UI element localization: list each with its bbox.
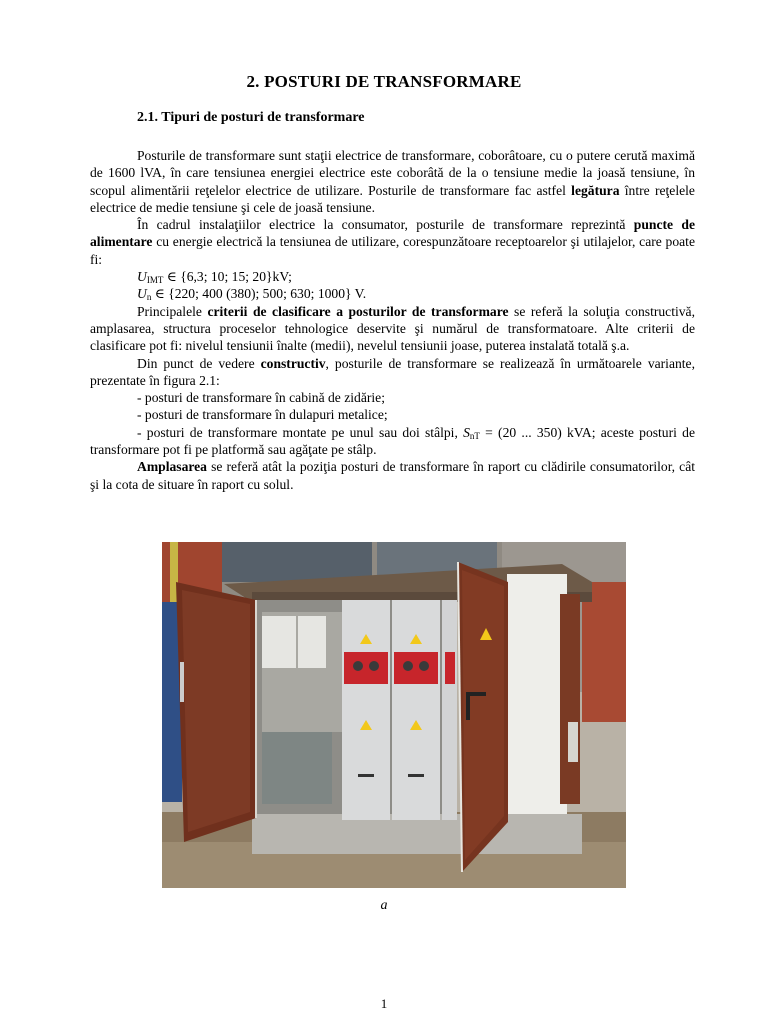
paragraph: Posturile de transformare sunt staţii electrice de transformare, coborâtoare, cu o putere cerută maximă de 1600 lVA, în care tensiunea energiei electrice este coborâtă de la o tensiune medie la joasă tensiune, în scopul alimentării reţelelor electrice de utilizare. Posturile de transformare fac astfel legătura între reţelele electrice de medie tensiune şi cele de joasă tensiune. [90, 148, 695, 215]
list-item: - posturi de transformare montate pe unul sau doi stâlpi, $S_{nT} = (20$ ... 350) kVA; aceste posturi de transformare pot fi pe platformă sau agăţate pe stâlp. [90, 424, 695, 458]
paragraph: În cadrul instalaţiilor electrice la consumator, posturile de transformare reprezintă puncte de alimentare cu energie electrică la tensiunea de utilizare, corespunzătoare receptoarelor şi utilajelor, care poate fi: [90, 217, 695, 267]
section-title: 2.1. Tipuri de posturi de transformare [137, 110, 365, 125]
paragraph: Principalele criterii de clasificare a posturilor de transformare se referă la soluţia constructivă, amplasarea, structura proceselor tehnologice deservite şi numărul de transformatoare. Alte criterii de clasificare pot fi: nivelul tensiunii înalte (medii), nevelul tensiunii joase, puterea instalată totală ş.a. [90, 303, 695, 354]
figure-caption: a [380, 898, 388, 913]
body-text [90, 147, 695, 493]
paragraph: Din punct de vedere constructiv, posturile de transformare se realizează în următoarele variante, prezentate în figura 2.1: [90, 355, 695, 388]
list-item: - posturi de transformare în cabină de zidărie; [137, 390, 385, 406]
formula-line: $U_{IMT}$ ∈ {6,3; 10; 15; 20}kV; [137, 269, 292, 286]
paragraph: Amplasarea se referă atât la poziţia posturi de transformare în raport cu clădirile consumatorilor, cât şi la cota de situare în raport cu solul. [90, 459, 696, 492]
list-item: - posturi de transformare în dulapuri metalice; [137, 407, 388, 423]
page-number: 1 [380, 996, 388, 1011]
formula-line: $U_n$ ∈ {220; 400 (380); 500; 630; 1000} V. [137, 286, 367, 303]
transformer-station-photo [162, 542, 626, 888]
chapter-title: 2. POSTURI DE TRANSFORMARE [246, 72, 522, 91]
